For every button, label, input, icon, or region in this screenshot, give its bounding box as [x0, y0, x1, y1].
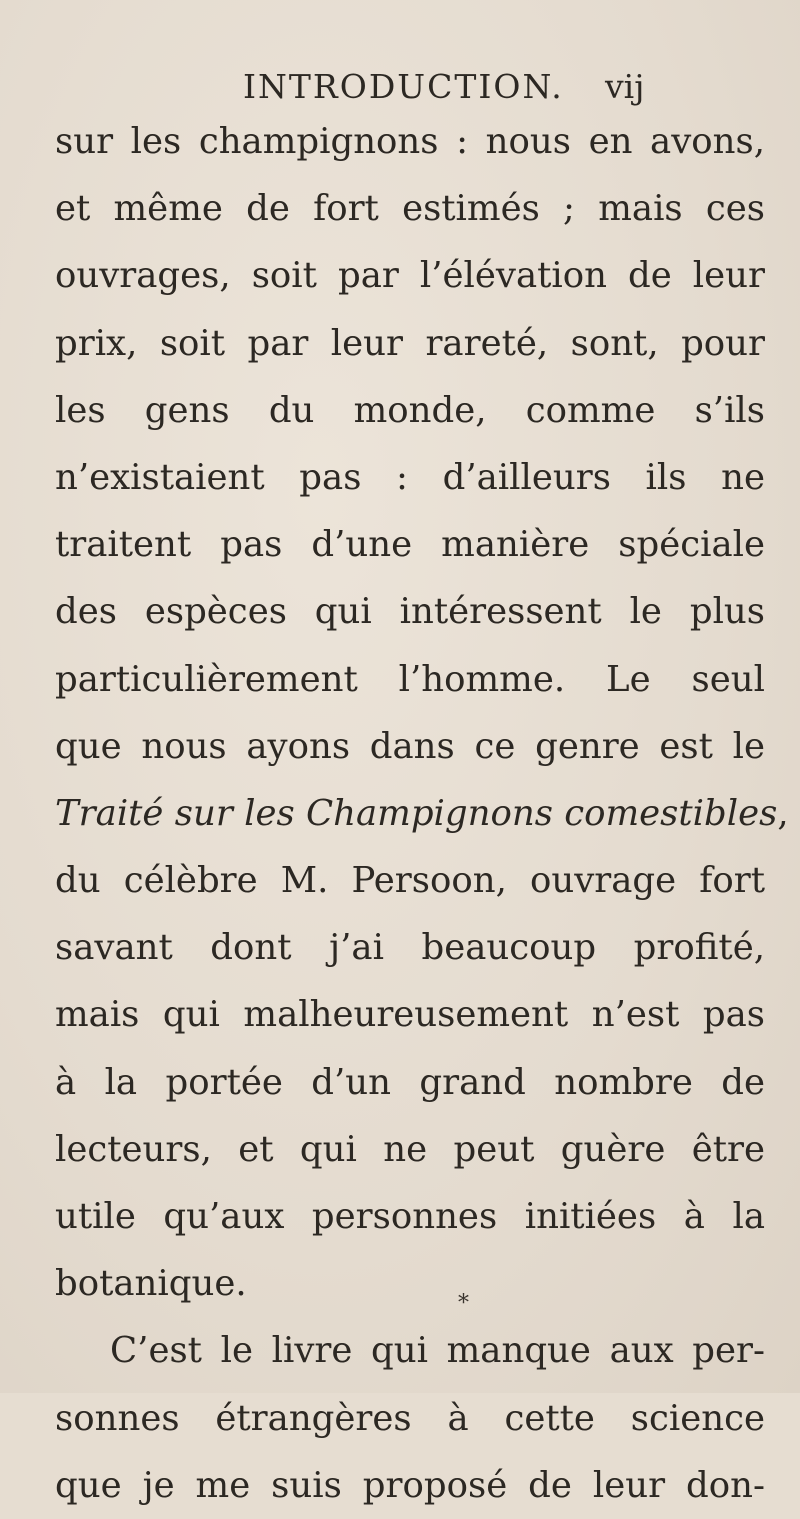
text-line: prix, soit par leur rareté, sont, pour [55, 322, 765, 364]
text-line: sonnes étrangères à cette science [55, 1397, 765, 1439]
text-line: des espèces qui intéressent le plus [55, 591, 765, 633]
text-line: sur les champignons : nous en avons, [55, 121, 765, 162]
text-line-paragraph-start: C’est le livre qui manque aux per- [110, 1330, 765, 1372]
book-title-roman: sur [174, 792, 233, 834]
text-line: particulièrement l’homme. Le seul [55, 658, 765, 700]
text-line: ouvrages, soit par l’élévation de leur [55, 255, 765, 297]
signature-mark: * [458, 1291, 469, 1316]
text-line: lecteurs, et qui ne peut guère être [55, 1128, 765, 1170]
text-line: mais qui malheureusement n’est pas [55, 994, 765, 1036]
text-line: les gens du monde, comme s’ils [55, 389, 765, 431]
body-text [55, 108, 789, 1519]
text-line: du célèbre M. Persoon, ouvrage fort [55, 860, 765, 902]
book-title-italic: Traité [55, 792, 164, 834]
text-line: n’existaient pas : d’ailleurs ils ne [55, 456, 765, 498]
running-head [0, 62, 800, 112]
text-line: et même de fort estimés ; mais ces [55, 188, 765, 230]
book-title-punctuation: , [777, 792, 789, 834]
text-line: savant dont j’ai beaucoup profité, [55, 927, 765, 969]
text-line-paragraph-end: botanique. [55, 1263, 247, 1305]
book-title-italic: les Champignons comestibles [244, 792, 778, 834]
page-number: vij [605, 67, 645, 106]
running-title: INTRODUCTION. [243, 67, 564, 106]
text-line: utile qu’aux personnes initiées à la [55, 1196, 765, 1237]
text-line: à la portée d’un grand nombre de [55, 1061, 765, 1103]
text-line: que nous ayons dans ce genre est le [55, 725, 765, 767]
text-line: que je me suis proposé de leur don- [55, 1464, 765, 1506]
text-line: traitent pas d’une manière spéciale [55, 524, 765, 566]
text-line-book-title [55, 780, 789, 847]
